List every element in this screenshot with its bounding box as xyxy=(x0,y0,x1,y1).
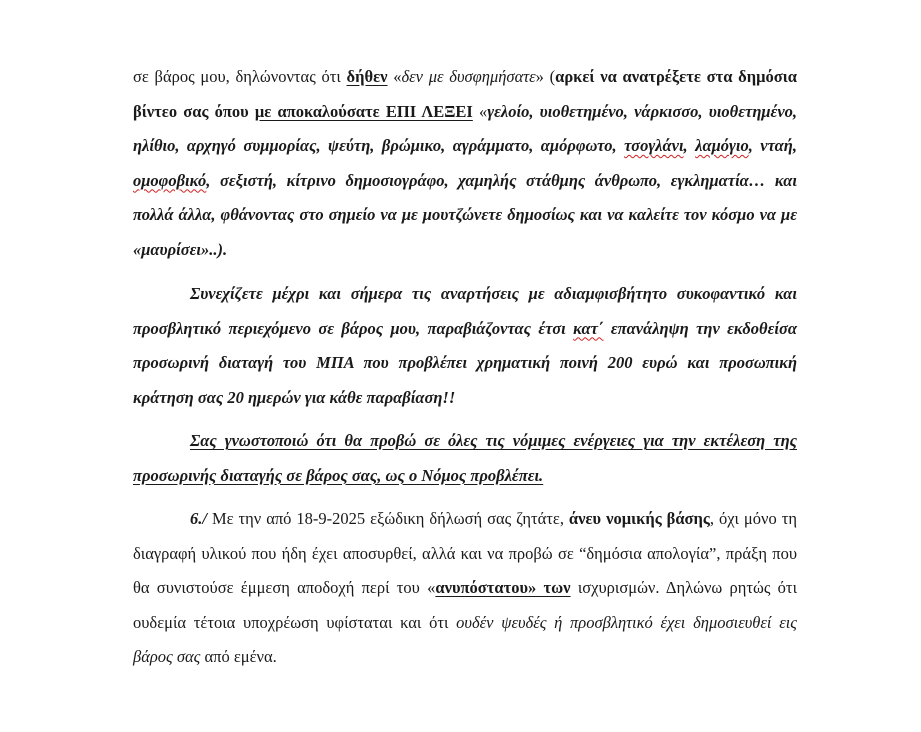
italic-quote: δεν με δυσφημήσατε xyxy=(401,67,536,86)
underlined-bold-italic-text: Σας γνωστοποιώ ότι θα προβώ σε όλες τις νόμιμες ενέργειες για την εκτέλεση της προσωρινής διαταγής σε βάρος σας, ως ο Νόμος προβλέπει. xyxy=(133,431,797,485)
bold-italic-text: γελοίο, υιοθετημένο, νάρκισσο, υιοθετημένο, ηλίθιο, αρχηγό συμμορίας, ψεύτη, βρώμικο, αγράμματο, αμόρφωτο, xyxy=(133,101,798,155)
spellcheck-word: τσογλάνι xyxy=(624,136,684,155)
paragraph-insults-list xyxy=(133,60,797,267)
paragraph-section-6 xyxy=(133,502,797,675)
bold-italic-text: Συνεχίζετε μέχρι και σήμερα τις αναρτήσεις με αδιαμφισβήτητο συκοφαντικό και προσβλητικό περιεχόμενο σε βάρος μου, παραβιάζοντας έτσι xyxy=(133,284,797,338)
bold-text: άνευ νομικής βάσης xyxy=(568,509,710,528)
bold-italic-text: επανάληψη την εκδοθείσα προσωρινή διαταγή του ΜΠΑ που προβλέπει χρηματική ποινή 200 ευρώ και προσωπική κράτηση σας 20 ημερών για κάθε παραβίαση!! xyxy=(133,318,797,407)
text-span: , όχι μόνο τη διαγραφή υλικού που ήδη έχει αποσυρθεί, αλλά και να προβώ σε “δημόσια απολογία”, πράξη που θα συνιστούσε έμμεση αποδοχή περί του « xyxy=(133,509,797,597)
bold-italic-text: και πολλά άλλα, φθάνοντας στο σημείο να με μουτζώνετε δημοσίως και να καλείτε τον κόσμο να με «μαυρίσει»..). xyxy=(133,170,797,259)
text-span: » ( xyxy=(535,67,556,86)
spellcheck-word: λαμόγιο xyxy=(695,136,749,155)
bold-text: αρκεί να ανατρέξετε στα δημόσια βίντεο σας όπου xyxy=(133,67,797,121)
bold-italic-text: , νταή, xyxy=(748,136,797,155)
section-number: 6./ xyxy=(190,509,207,528)
spellcheck-word: κατ΄ xyxy=(573,318,604,338)
paragraph-continued-posts xyxy=(133,277,797,415)
paragraph-notification xyxy=(133,424,797,493)
bold-italic-text: , σεξιστή, κίτρινο δημοσιογράφο, χαμηλής στάθμης άνθρωπο, εγκληματία… xyxy=(206,170,775,190)
text-span: Με την από 18-9-2025 εξώδικη δήλωσή σας ζητάτε, xyxy=(206,509,569,528)
underlined-bold-phrase: ανυπόστατου» των xyxy=(435,578,571,597)
bold-italic-text: , xyxy=(683,136,696,155)
document-page xyxy=(133,60,797,675)
text-span: « xyxy=(387,67,402,86)
underlined-bold-phrase: με αποκαλούσατε ΕΠΙ ΛΕΞΕΙ xyxy=(254,101,473,121)
text-span: ισχυρισμών. Δηλώνω ρητώς ότι ουδεμία τέτοια υποχρέωση υφίσταται και ότι xyxy=(133,578,798,632)
italic-text: ουδέν ψευδές ή προσβλητικό έχει δημοσιευθεί εις βάρος σας xyxy=(133,612,797,666)
spellcheck-word: ομοφοβικό xyxy=(133,170,207,190)
text-span: « xyxy=(472,101,488,121)
text-span: από εμένα. xyxy=(200,647,277,666)
text-span: σε βάρος μου, δηλώνοντας ότι xyxy=(133,67,347,86)
underlined-bold-word: δήθεν xyxy=(346,67,388,86)
